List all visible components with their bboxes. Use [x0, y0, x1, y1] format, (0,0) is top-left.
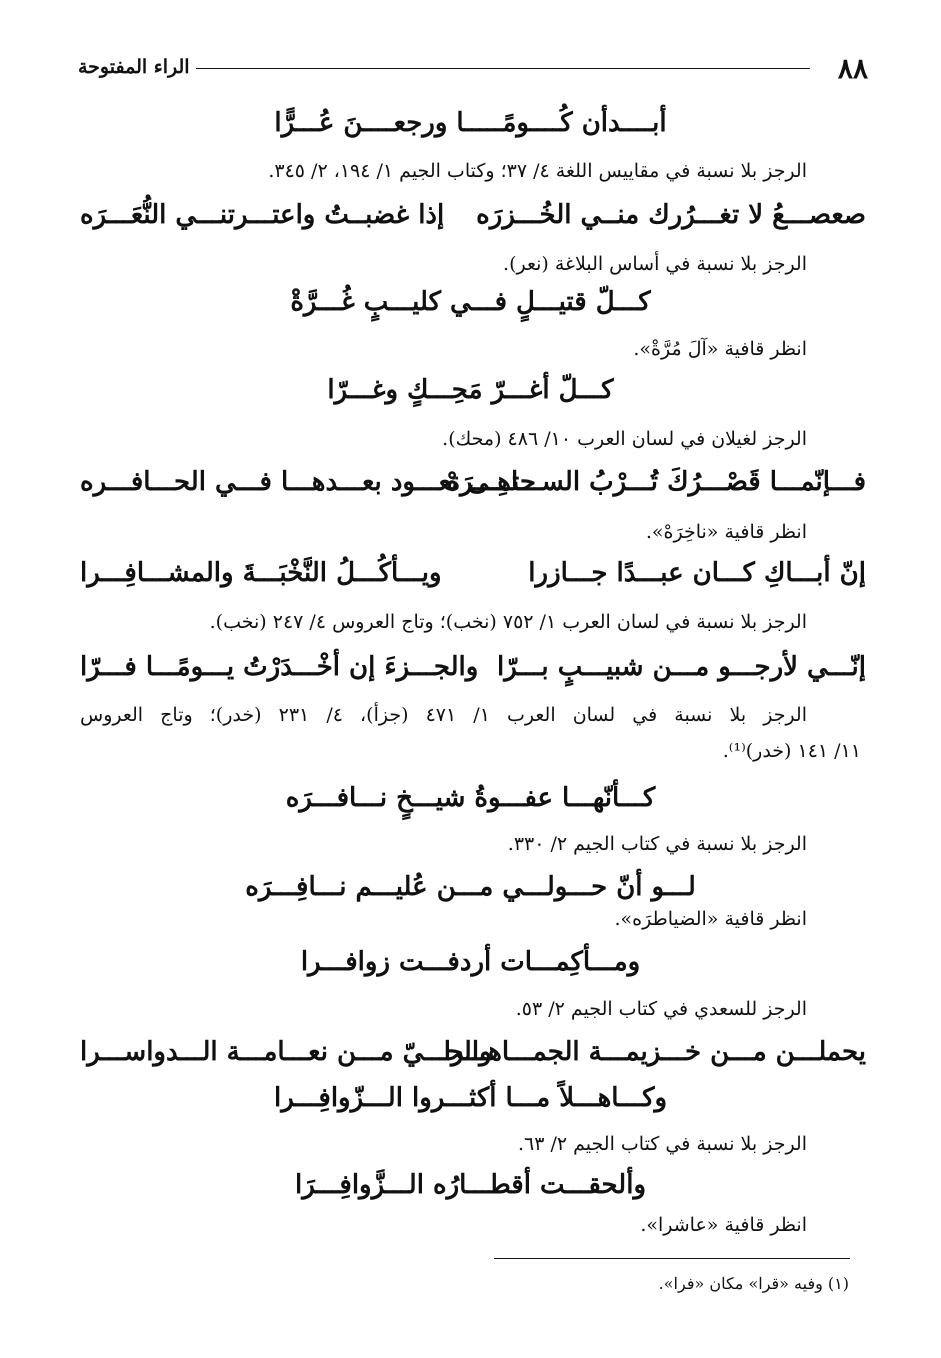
source-note: الرجز بلا نسبة في كتاب الجيم ٢/ ٦٣.: [517, 1133, 807, 1155]
verse-second-hemistich: والجـــزءَ إن أخْـــدَرْتُ يـــومًـــا فـــرّا: [80, 652, 479, 682]
source-note: انظر قافية «الضياطرَه».: [614, 908, 807, 930]
verse-first-hemistich: إنّ أبـــاكِ كـــان عبـــدًا جـــازرا: [528, 558, 866, 588]
verse-couplet: [80, 467, 866, 503]
source-note: الرجز بلا نسبة في مقاييس اللغة ٤/ ٣٧؛ وكتاب الجيم ١/ ١٩٤، ٢/ ٣٤٥.: [268, 160, 807, 182]
header-rule: [196, 68, 810, 69]
verse-couplet: [80, 200, 866, 236]
footnote: (١) وفيه «قرا» مكان «فرا».: [658, 1274, 849, 1293]
verse-second-hemistich: إذا غضبــتُ واعتـــرتنـــي النُّعَـــرَه: [80, 200, 445, 230]
source-note: انظر قافية «عاشرا».: [640, 1214, 807, 1236]
verse-first-hemistich: صعصـــعُ لا تغـــرُرك منــي الخُـــزرَه: [476, 200, 866, 230]
verse-line: لـــو أنّ حـــولـــي مـــن عُليـــم نـــافِـــرَه: [245, 872, 696, 902]
source-note: الرجز لغيلان في لسان العرب ١٠/ ٤٨٦ (محك).: [442, 428, 807, 450]
verse-line: كـــأنّهـــا عفـــوةُ شيـــخٍ نـــافـــرَه: [285, 783, 656, 813]
verse-couplet: [80, 1037, 866, 1073]
source-note: الرجز بلا نسبة في كتاب الجيم ٢/ ٣٣٠.: [507, 833, 807, 855]
source-note: الرجز بلا نسبة في لسان العرب ١/ ٤٧١ (جزأ)، ٤/ ٢٣١ (خدر)؛ وتاج العروس: [80, 704, 807, 726]
source-note: انظر قافية «آلَ مُرَّةْ».: [633, 338, 807, 360]
verse-line: أبــــدأن كُــــومًـــــا ورجعــــنَ عُـــرًّا: [274, 108, 667, 138]
footnote-rule: [494, 1258, 850, 1259]
page-number: ٨٨: [837, 52, 868, 85]
verse-line: كـــلّ أغـــرّ مَحِـــكٍ وغـــرّا: [327, 375, 614, 405]
verse-line: وألحقـــت أقطـــارُه الـــزَّوافِـــرَا: [294, 1170, 647, 1200]
running-title: الراء المفتوحة: [78, 56, 190, 78]
verse-couplet: [80, 652, 866, 688]
verse-second-hemistich: حتـــى تعـــود بعـــدهـــا فـــي الحـــافـــره: [80, 467, 536, 497]
verse-line: وكـــاهـــلاً مـــا أكثـــروا الـــزّوافِـــرا: [273, 1083, 668, 1113]
verse-couplet: [80, 558, 866, 594]
verse-first-hemistich: يحملـــن مـــن خـــزيمـــة الجمـــاهـــرا: [443, 1037, 866, 1067]
verse-line: ومـــأكِمـــات أردفـــت زوافـــرا: [300, 947, 641, 977]
source-note: الرجز بلا نسبة في لسان العرب ١/ ٧٥٢ (نخب)؛ وتاج العروس ٤/ ٢٤٧ (نخب).: [209, 611, 807, 633]
page-header: [78, 52, 868, 86]
verse-first-hemistich: إنّـــي لأرجـــو مـــن شبيـــبٍ بـــرّا: [496, 652, 866, 682]
verse-second-hemistich: ويـــأكُـــلُ النَّخْبَـــةَ والمشـــافِـــرا: [80, 558, 442, 588]
source-note: الرجز بلا نسبة في أساس البلاغة (نعر).: [503, 253, 807, 275]
verse-line: كـــلّ قتيـــلٍ فـــي كليـــبٍ غُـــرَّةْ: [290, 287, 651, 317]
source-note-continued: ١١/ ١٤١ (خدر)⁽¹⁾.: [722, 740, 861, 762]
source-note: الرجز للسعدي في كتاب الجيم ٢/ ٥٣.: [515, 998, 807, 1020]
verse-second-hemistich: والحـــيّ مـــن نعـــامـــة الـــدواســـرا: [80, 1037, 492, 1067]
verse-first-hemistich: فـــإنّمـــا قَصْـــرُكَ تُـــرْبُ الســـاهِـــرَهْ: [446, 467, 866, 497]
source-note: انظر قافية «ناخِرَهْ».: [645, 521, 807, 543]
